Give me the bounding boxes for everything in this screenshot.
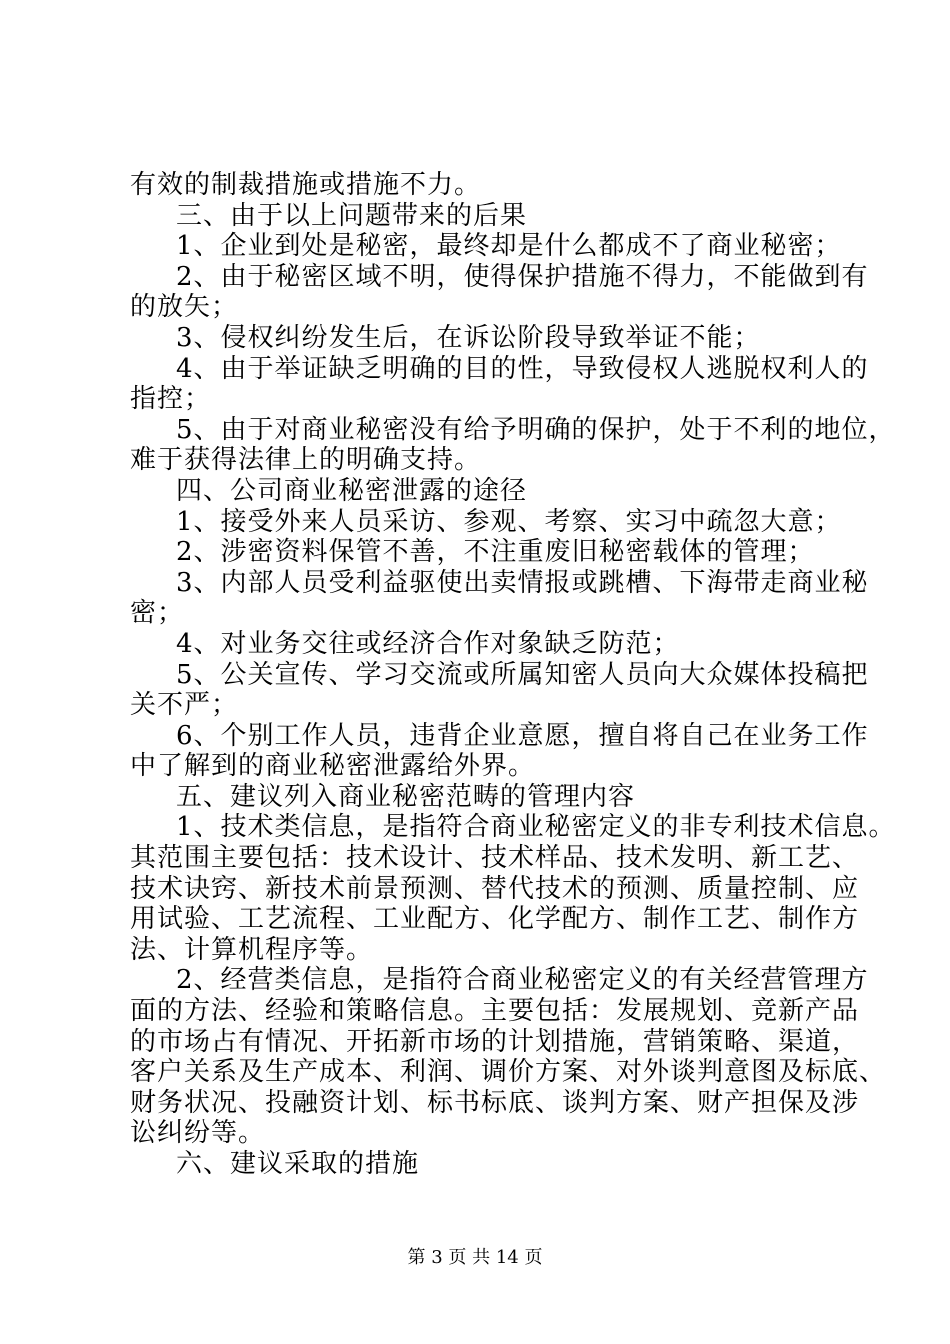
text-line: 技术诀窍、新技术前景预测、替代技术的预测、质量控制、应: [130, 873, 860, 904]
text-line: 中了解到的商业秘密泄露给外界。: [130, 751, 536, 782]
text-line: 3、内部人员受利益驱使出卖情报或跳槽、下海带走商业秘: [176, 567, 869, 598]
text-line: 指控；: [130, 384, 212, 415]
text-line: 难于获得法律上的明确支持。: [130, 445, 482, 476]
page-number-footer: 第 3 页 共 14 页: [407, 1247, 543, 1268]
text-line: 其范围主要包括：技术设计、技术样品、技术发明、新工艺、: [130, 843, 860, 874]
section-heading: 五、建议列入商业秘密范畴的管理内容: [176, 781, 636, 812]
section-heading: 四、公司商业秘密泄露的途径: [176, 475, 528, 506]
text-line: 用试验、工艺流程、工业配方、化学配方、制作工艺、制作方: [130, 904, 860, 935]
text-line: 1、企业到处是秘密，最终却是什么都成不了商业秘密；: [176, 231, 842, 262]
text-line: 的市场占有情况、开拓新市场的计划措施，营销策略、渠道，: [130, 1026, 860, 1057]
text-line: 法、计算机程序等。: [130, 934, 374, 965]
text-line: 2、经营类信息，是指符合商业秘密定义的有关经营管理方: [176, 965, 869, 996]
text-line: 5、公关宣传、学习交流或所属知密人员向大众媒体投稿把: [176, 659, 869, 690]
text-line: 4、由于举证缺乏明确的目的性，导致侵权人逃脱权利人的: [176, 353, 869, 384]
text-line: 1、接受外来人员采访、参观、考察、实习中疏忽大意；: [176, 506, 842, 537]
text-line: 有效的制裁措施或措施不力。: [130, 170, 482, 200]
text-line: 密；: [130, 598, 185, 629]
section-heading: 三、由于以上问题带来的后果: [176, 200, 528, 231]
text-line: 面的方法、经验和策略信息。主要包括：发展规划、竞新产品: [130, 996, 860, 1027]
text-line: 讼纠纷等。: [130, 1118, 266, 1149]
text-line: 的放矢；: [130, 292, 239, 323]
text-line: 2、由于秘密区域不明，使得保护措施不得力，不能做到有: [176, 261, 869, 292]
text-line: 2、涉密资料保管不善，不注重废旧秘密载体的管理；: [176, 537, 815, 568]
text-line: 关不严；: [130, 690, 239, 721]
text-line: 5、由于对商业秘密没有给予明确的保护，处于不利的地位，: [176, 414, 896, 445]
text-line: 4、对业务交往或经济合作对象缺乏防范；: [176, 628, 680, 659]
text-line: 财务状况、投融资计划、标书标底、谈判方案、财产担保及涉: [130, 1087, 860, 1118]
text-line: 客户关系及生产成本、利润、调价方案、对外谈判意图及标底、: [130, 1057, 887, 1088]
section-heading: 六、建议采取的措施: [176, 1149, 420, 1179]
text-line: 3、侵权纠纷发生后，在诉讼阶段导致举证不能；: [176, 322, 761, 353]
text-line: 1、技术类信息，是指符合商业秘密定义的非专利技术信息。: [176, 812, 896, 843]
document-body: [130, 170, 896, 1180]
text-line: 6、个别工作人员，违背企业意愿，擅自将自己在业务工作: [176, 720, 869, 751]
